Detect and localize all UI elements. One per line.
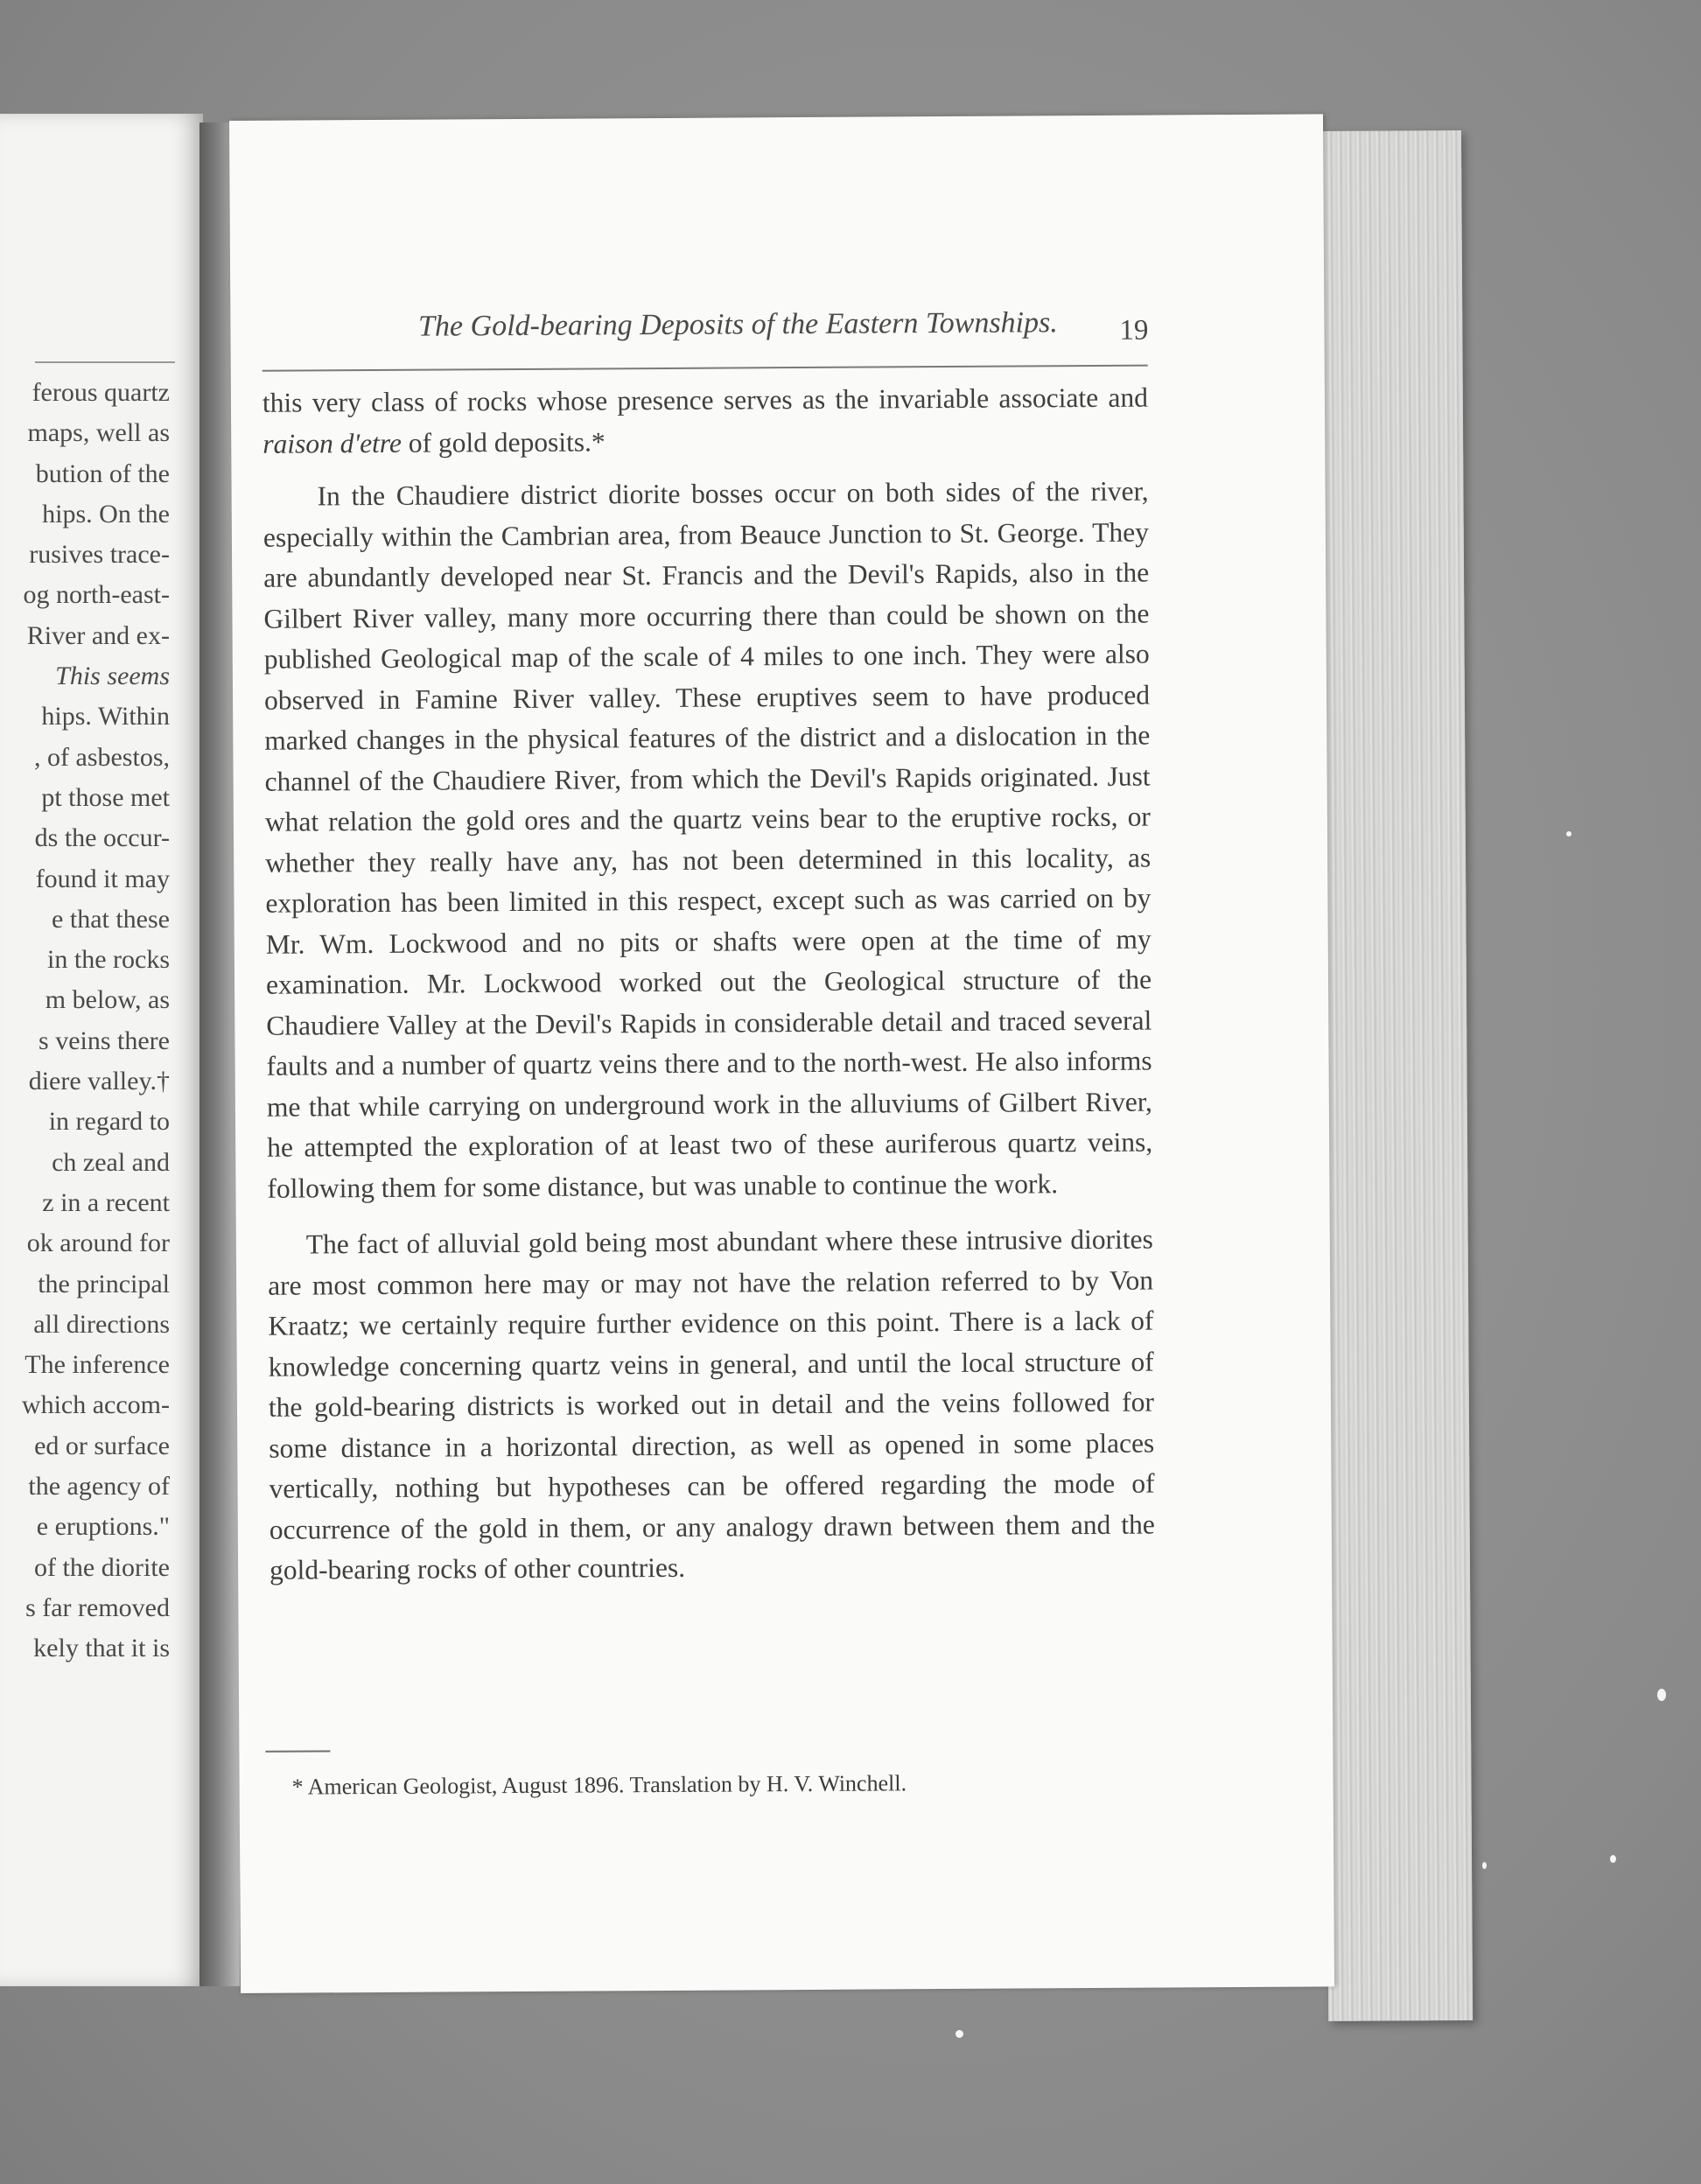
left-page-line: m below, as: [45, 985, 170, 1015]
left-page-line: z in a recent: [42, 1187, 170, 1217]
right-page: [229, 114, 1334, 1993]
scan-speck: [1566, 831, 1572, 836]
left-page-line: found it may: [35, 864, 170, 893]
left-page-line: ch zeal and: [52, 1147, 170, 1177]
left-page-line: the agency of: [28, 1472, 170, 1502]
left-page-line: maps, well as: [27, 418, 170, 448]
left-page-line: , of asbestos,: [34, 742, 170, 772]
left-page-line: ed or surface: [34, 1431, 170, 1460]
left-page-line: The inference: [24, 1350, 170, 1380]
book-fore-edge: [1317, 130, 1473, 2021]
footnote-rule: [265, 1750, 330, 1752]
left-page-text: [22, 373, 170, 1670]
left-page-line: of the diorite: [34, 1552, 170, 1582]
left-page-line: hips. On the: [42, 499, 170, 528]
running-head: The Gold-bearing Deposits of the Eastern Townships.: [417, 306, 1058, 343]
left-page-line: all directions: [33, 1309, 170, 1339]
left-page-line: bution of the: [35, 458, 170, 488]
left-page-line: e that these: [52, 904, 170, 934]
left-page-line: River and ex-: [26, 620, 170, 650]
left-page-line: ok around for: [26, 1228, 170, 1258]
left-page-line: kely that it is: [33, 1634, 170, 1663]
body-text: [262, 378, 1155, 1592]
left-page-line: which accom-: [21, 1390, 170, 1420]
left-page-line: in regard to: [48, 1107, 170, 1137]
paragraph-continued: [262, 378, 1149, 465]
running-head-rule: [262, 365, 1148, 372]
left-page-line: s far removed: [25, 1592, 170, 1622]
scan-speck: [1657, 1689, 1666, 1701]
page-number: 19: [1119, 314, 1149, 346]
scan-speck: [956, 2030, 963, 2038]
left-page-line: hips. Within: [41, 702, 170, 732]
left-page-line: og north-east-: [23, 580, 170, 610]
scan-speck: [1482, 1862, 1487, 1869]
left-page-line: rusives trace-: [29, 540, 170, 570]
left-page-line: the principal: [38, 1269, 170, 1298]
left-page-head-rule: [35, 361, 175, 363]
left-page-line: ferous quartz: [32, 378, 170, 407]
left-page-line: diere valley.†: [28, 1067, 170, 1096]
paragraph-1-italic: raison d'etre: [262, 427, 402, 459]
left-page-line: This seems: [55, 662, 170, 691]
left-page-line: ds the occur-: [34, 823, 170, 853]
paragraph-1-end: of gold deposits.*: [401, 425, 606, 458]
paragraph-1-text: this very class of rocks whose presence serves as the invariable associate and: [262, 382, 1149, 418]
paragraph-alluvial-gold: The fact of alluvial gold being most abundant where these intrusive diorites are most common here may or may not have the relation referred to by Von Kraatz; we certainly require further evidence on this point. There is a lack of knowledge concerning quartz veins in general, and until the local structure of the gold-bearing districts is worked out in detail and the veins followed for some distance in a horizontal direction, as well as opened in some places vertically, nothing but hypotheses can be offered regarding the mode of occurrence of the gold in them, or any analogy drawn between them and the gold-bearing rocks of other countries.: [268, 1223, 1155, 1586]
left-page-line: in the rocks: [47, 945, 170, 975]
left-page-line: pt those met: [41, 782, 170, 812]
paragraph-chaudiere-district: In the Chaudiere district diorite bosses occur on both sides of the river, especially within the Cambrian area, from Beauce Junction to St. George. They are abundantly developed near St. Francis and the Devil's Rapids, also in the Gilbert River valley, many more occurring there than could be shown on the published Geological map of the scale of 4 miles to one inch. They were also observed in Famine River valley. These eruptives seem to have produced marked changes in the physical features of the district and a dislocation in the channel of the Chaudiere River, from which the Devil's Rapids originated. Just what relation the gold ores and the quartz veins bear to the eruptive rocks, or whether they really have any, has not been determined in this locality, as exploration has been limited in this respect, except such as was carried on by Mr. Wm. Lockwood and no pits or shafts were open at the time of my examination. Mr. Lockwood worked out the Geological structure of the Chaudiere Valley at the Devil's Rapids in considerable detail and traced several faults and a number of quartz veins there and to the north-west. He also informs me that while carrying on underground work in the alluviums of Gilbert River, he attempted the exploration of at least two of these auriferous quartz veins, following them for some distance, but was unable to continue the work.: [262, 475, 1153, 1204]
left-page-line: e eruptions.": [36, 1512, 170, 1542]
left-page-line: s veins there: [38, 1026, 170, 1055]
left-page: [0, 114, 203, 1986]
footnote: * American Geologist, August 1896. Translation by H. V. Winchell.: [291, 1770, 907, 1800]
scan-speck: [1610, 1855, 1616, 1863]
